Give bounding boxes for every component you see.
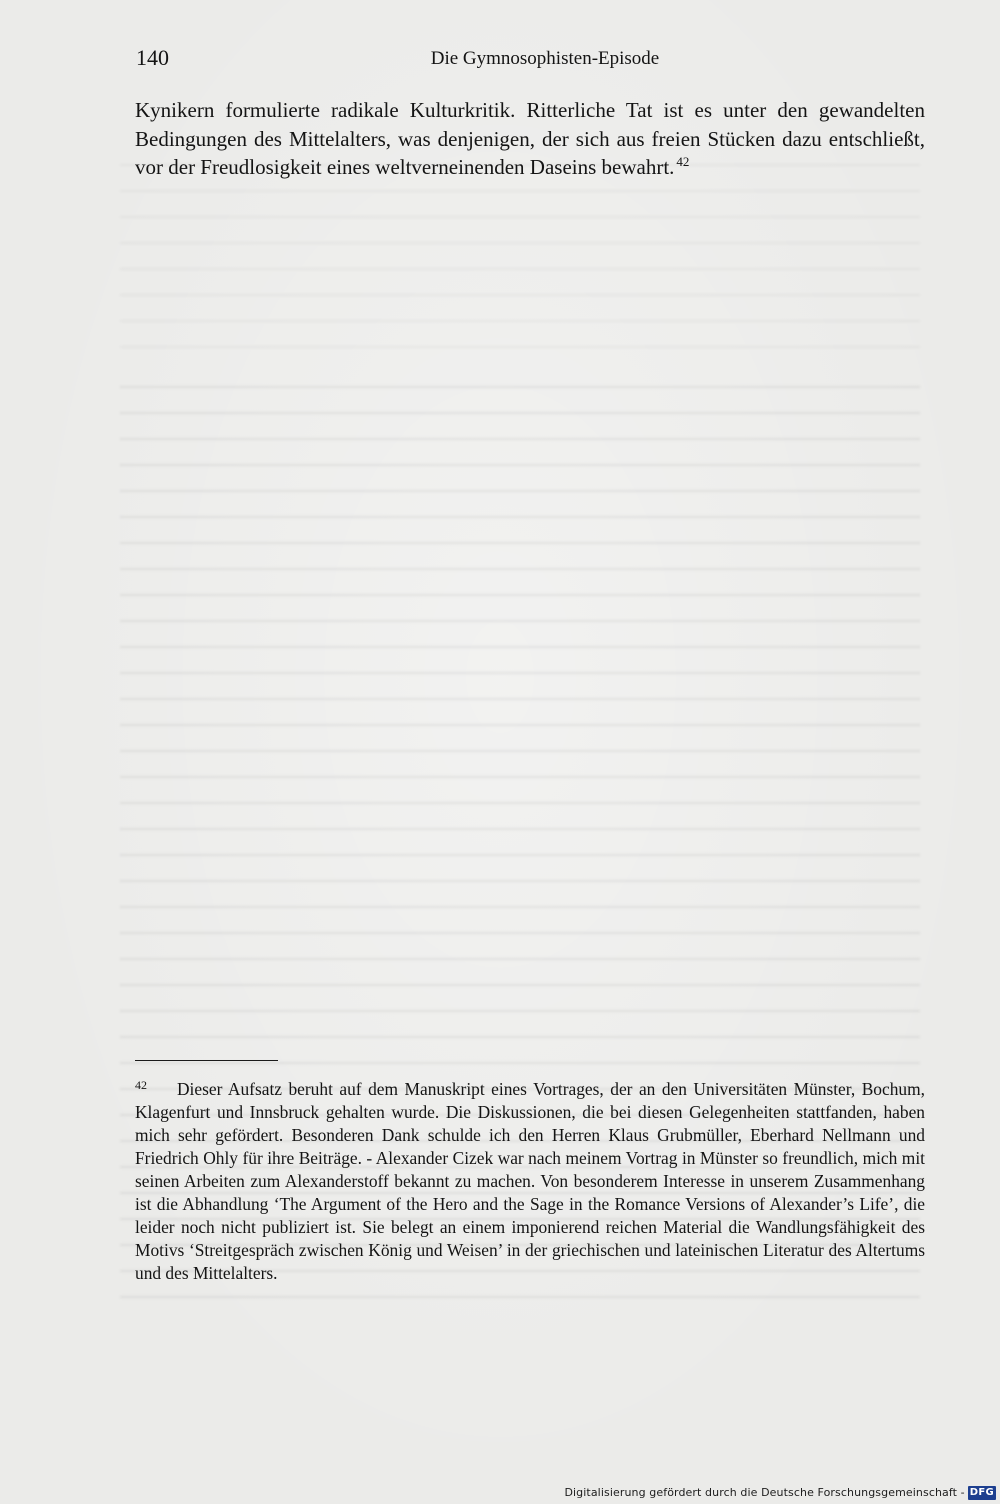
footnote-reference: 42 <box>676 154 690 169</box>
body-paragraph-text: Kynikern formulierte radikale Kulturkritik. Ritterliche Tat ist es unter den gewandelten Bedingungen des Mittelalters, was denjenigen, der sich aus freien Stücken dazu entschließt, vor der Freudlosigkeit eines weltverneinenden Daseins bewahrt. <box>135 98 925 179</box>
bleed-through-shadow-upper <box>120 150 920 372</box>
footnote <box>135 1078 925 1285</box>
running-title: Die Gymnosophisten-Episode <box>430 48 660 69</box>
credit-text: Digitalisierung gefördert durch die Deutsche Forschungsgemeinschaft - <box>564 1486 965 1499</box>
footnote-separator <box>135 1060 278 1061</box>
body-text <box>135 96 925 182</box>
footnote-paragraph: 42 Dieser Aufsatz beruht auf dem Manuskript eines Vortrages, der an den Universitäten Münster, Bochum, Klagenfurt und Innsbruck gehalten wurde. Die Diskussionen, die bei diesen Gelegenheiten stattfanden, haben mich sehr gefördert. Besonderen Dank schulde ich den Herren Klaus Grubmüller, Eberhard Nellmann und Friedrich Ohly für ihre Beiträge. - Alexander Cizek war nach meinem Vortrag in Münster so freundlich, mich mit seinen Arbeiten zum Alexanderstoff bekannt zu machen. Von besonderem Interesse in unserem Zusammenhang ist die Abhandlung ‘The Argument of the Hero and the Sage in the Romance Versions of Alexander’s Life’, die leider noch nicht publiziert ist. Sie belegt an einem imponierend reichen Material die Wandlungsfähigkeit des Motivs ‘Streitgespräch zwischen König und Weisen’ in der griechischen und lateinischen Literatur des Altertums und des Mittelalters. <box>135 1078 925 1283</box>
body-paragraph <box>135 96 925 182</box>
digitization-credit <box>564 1484 996 1501</box>
page-number: 140 <box>136 45 169 70</box>
dfg-logo-icon: DFG <box>969 1486 994 1498</box>
footnote-text: Dieser Aufsatz beruht auf dem Manuskript eines Vortrages, der an den Universitäten Münster, Bochum, Klagenfurt und Innsbruck gehalten wurde. Die Diskussionen, die bei diesen Gelegenheiten stattfanden, haben mich sehr gefördert. Besonderen Dank schulde ich den Herren Klaus Grubmüller, Eberhard Nellmann und Friedrich Ohly für ihre Beiträge. - Alexander Cizek war nach meinem Vortrag in Münster so freundlich, mich mit seinen Arbeiten zum Alexanderstoff bekannt zu machen. Von besonderem Interesse in unserem Zusammenhang ist die Abhandlung ‘The Argument of the Hero and the Sage in the Romance Versions of Alexander’s Life’, die leider noch nicht publiziert ist. Sie belegt an einem imponierend reichen Material die Wandlungsfähigkeit des Motivs ‘Streitgespräch zwischen König und Weisen’ in der griechischen und lateinischen Literatur des Altertums und des Mittelalters. <box>135 1079 925 1283</box>
